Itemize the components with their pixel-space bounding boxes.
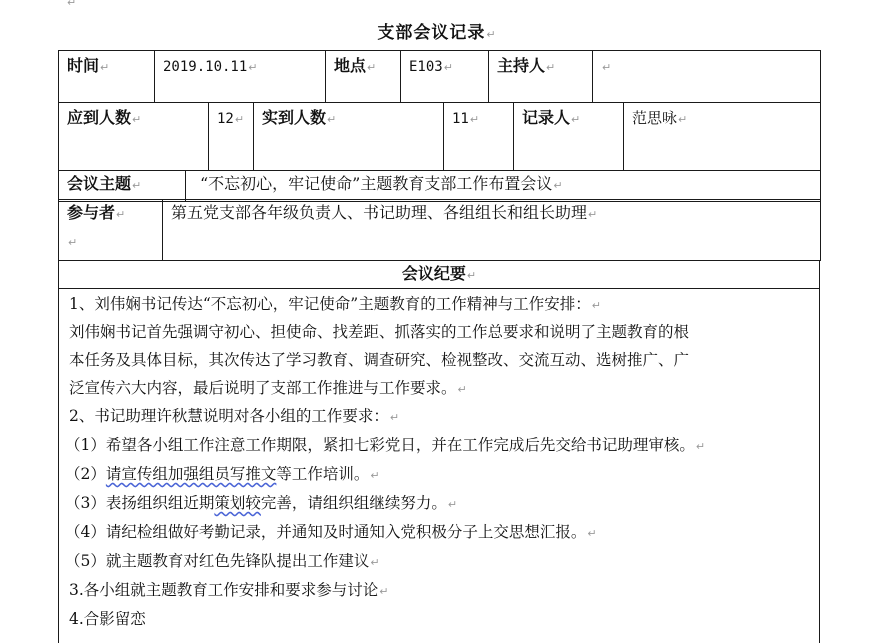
minutes-header: 会议纪要↵: [59, 260, 819, 289]
meeting-topic-row: [58, 170, 821, 202]
minutes-section: [58, 260, 820, 643]
minutes-item-1-title: 1、刘伟娴书记传达“不忘初心，牢记使命”主题教育的工作精神与工作安排：↵: [69, 295, 601, 313]
minutes-subitem-3: （3）表扬组织组近期策划较完善，请组织组继续努力。↵: [65, 494, 458, 512]
minutes-item-1-body-line-1: 刘伟娴书记首先强调守初心、担使命、找差距、抓落实的工作总要求和说明了主题教育的根: [69, 323, 690, 341]
expected-count-value: 12: [217, 111, 234, 127]
minutes-subitem-1: （1）希望各小组工作注意工作期限，紧扣七彩党日，并在工作完成后先交给书记助理审核。↵: [65, 436, 706, 454]
place-label: 地点: [334, 56, 367, 75]
minutes-item-3: 3.各小组就主题教育工作安排和要求参与讨论↵: [69, 581, 389, 599]
place-label-cell: 地点↵: [326, 51, 401, 103]
spellcheck-underline: 策划较: [214, 494, 261, 512]
meeting-info-row-2: [58, 102, 821, 171]
minutes-item-4: 4.合影留恋: [69, 610, 146, 628]
place-value: E103: [409, 59, 443, 75]
expected-label-cell: 应到人数↵: [59, 103, 209, 171]
minutes-item-1-body-line-3: 泛宣传六大内容，最后说明了支部工作推进与工作要求。↵: [69, 379, 467, 397]
minutes-subitem-5: （5）就主题教育对红色先锋队提出工作建议↵: [65, 552, 380, 570]
time-label-cell: 时间↵: [59, 51, 155, 103]
actual-count-label: 实到人数: [262, 108, 327, 127]
actual-count-value: 11: [452, 111, 469, 127]
recorder-value: 范思咏: [632, 109, 678, 127]
paragraph-mark: ↵: [67, 0, 77, 9]
expected-value-cell[interactable]: 12↵: [209, 103, 254, 171]
topic-value-cell[interactable]: “不忘初心，牢记使命”主题教育支部工作布置会议↵: [186, 171, 821, 202]
host-value-cell[interactable]: ↵: [593, 51, 821, 103]
place-value-cell[interactable]: E103↵: [401, 51, 489, 103]
participants-value: 第五党支部各年级负责人、书记助理、各组组长和组长助理: [171, 203, 588, 222]
participants-value-cell[interactable]: 第五党支部各年级负责人、书记助理、各组组长和组长助理↵: [163, 200, 821, 261]
expected-count-label: 应到人数: [67, 108, 132, 127]
time-value-cell[interactable]: 2019.10.11↵: [155, 51, 326, 103]
recorder-value-cell[interactable]: 范思咏↵: [624, 103, 821, 171]
time-label: 时间: [67, 56, 100, 75]
minutes-subitem-2: （2）请宣传组加强组员写推文等工作培训。↵: [65, 465, 380, 483]
actual-label-cell: 实到人数↵: [254, 103, 444, 171]
paragraph-mark: ↵: [68, 236, 78, 249]
document-title: 支部会议记录↵: [377, 23, 497, 43]
topic-label-cell: 会议主题↵: [59, 171, 186, 202]
recorder-label: 记录人: [522, 108, 571, 127]
participants-row: [58, 199, 821, 261]
participants-label-cell: 参与者↵ ↵: [59, 200, 163, 261]
host-label: 主持人: [497, 56, 546, 75]
host-label-cell: 主持人↵: [489, 51, 593, 103]
topic-label: 会议主题: [67, 174, 132, 193]
topic-value: “不忘初心，牢记使命”主题教育支部工作布置会议: [200, 174, 553, 193]
time-value: 2019.10.11: [163, 59, 248, 75]
minutes-subitem-4: （4）请纪检组做好考勤记录，并通知及时通知入党积极分子上交思想汇报。↵: [65, 523, 597, 541]
recorder-label-cell: 记录人↵: [514, 103, 624, 171]
minutes-item-2-title: 2、书记助理许秋慧说明对各小组的工作要求：↵: [69, 407, 400, 425]
participants-label: 参与者: [67, 203, 116, 222]
actual-value-cell[interactable]: 11↵: [444, 103, 514, 171]
minutes-item-1-body-line-2: 本任务及具体目标，其次传达了学习教育、调查研究、检视整改、交流互动、选树推广、广: [69, 351, 690, 369]
meeting-info-row-1: [58, 50, 821, 103]
spellcheck-underline: 请宣传组加强组员写推文: [105, 465, 277, 483]
